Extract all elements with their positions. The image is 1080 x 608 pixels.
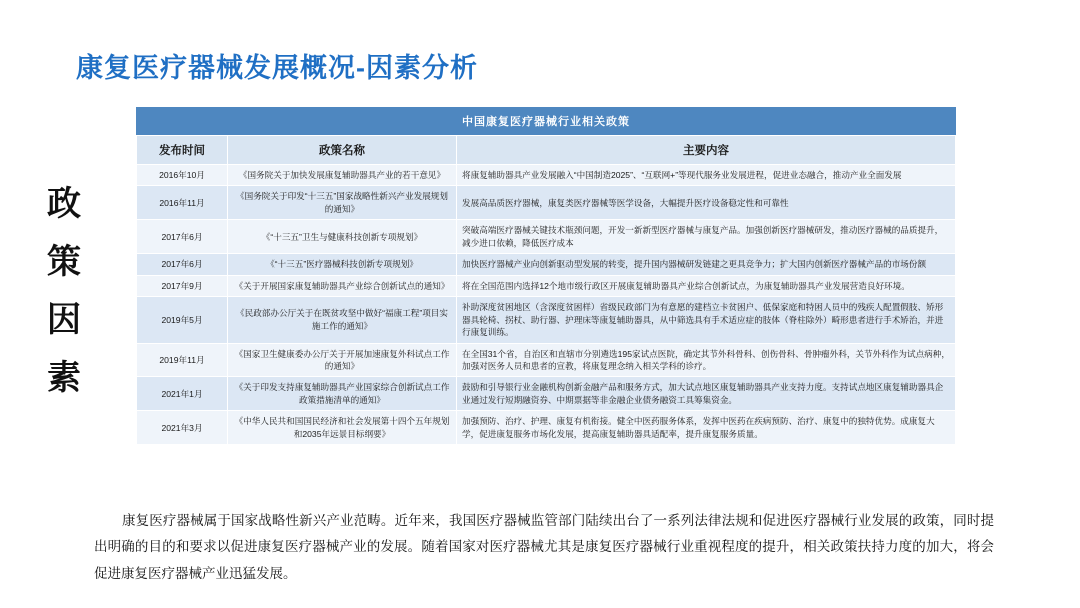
cell-content: 发展高品质医疗器械，康复类医疗器械等医学设备，大幅提升医疗设备稳定性和可靠性 (457, 186, 956, 220)
cell-date: 2021年1月 (137, 377, 228, 411)
table-row (137, 297, 956, 343)
table-row (137, 343, 956, 377)
cell-name: 《关于印发支持康复辅助器具产业国家综合创新试点工作政策措施清单的通知》 (228, 377, 457, 411)
cell-name: 《民政部办公厅关于在既贫攻坚中做好“福康工程”项目实施工作的通知》 (228, 297, 457, 343)
column-header-date: 发布时间 (137, 136, 228, 165)
policy-table-wrapper (136, 107, 956, 445)
cell-name: 《国家卫生健康委办公厅关于开展加速康复外科试点工作的通知》 (228, 343, 457, 377)
cell-date: 2016年10月 (137, 165, 228, 186)
cell-name: 《关于开展国家康复辅助器具产业综合创新试点的通知》 (228, 275, 457, 296)
page-title: 康复医疗器械发展概况-因素分析 (76, 53, 478, 83)
table-row (137, 165, 956, 186)
column-header-content: 主要内容 (457, 136, 956, 165)
cell-name: 《国务院关于印发“十三五”国家战略性新兴产业发展规划的通知》 (228, 186, 457, 220)
cell-content: 将在全国范围内选择12个地市级行政区开展康复辅助器具产业综合创新试点，为康复辅助器具产业发展营造良好环境。 (457, 275, 956, 296)
cell-date: 2017年9月 (137, 275, 228, 296)
table-header-row (137, 136, 956, 165)
cell-date: 2017年6月 (137, 254, 228, 275)
table-row (137, 254, 956, 275)
table-row (137, 411, 956, 445)
policy-table (136, 107, 956, 445)
cell-name: 《“十三五”卫生与健康科技创新专项规划》 (228, 220, 457, 254)
section-label-char-3: 因 (47, 301, 81, 339)
cell-name: 《中华人民共和国国民经济和社会发展第十四个五年规划和2035年远景目标纲要》 (228, 411, 457, 445)
table-row (137, 186, 956, 220)
cell-content: 鼓励和引导银行业金融机构创新金融产品和服务方式，加大试点地区康复辅助器具产业支持力度。支持试点地区康复辅助器具企业通过发行短期融资券、中期票据等非金融企业债务融资工具筹集资金。 (457, 377, 956, 411)
table-row (137, 220, 956, 254)
cell-content: 补助深度贫困地区（含深度贫困样）省级民政部门为有意愿的建档立卡贫困户、低保家庭和特困人员中的残疾人配置假肢、矫形器具轮椅、拐杖、助行器、护理床等康复辅助器具，从中筛选具有手术适应症的肢体（脊柱除外）畸形患者进行手术矫治，并进行康复训练。 (457, 297, 956, 343)
cell-content: 加快医疗器械产业向创新驱动型发展的转变，提升国内器械研发链建之更具竞争力；扩大国内创新医疗器械产品的市场份额 (457, 254, 956, 275)
cell-content: 突破高端医疗器械关键技术瓶颈问题，开发一新新型医疗器械与康复产品。加强创新医疗器械研发，推动医疗器械的品质提升，减少进口依赖，降低医疗成本 (457, 220, 956, 254)
section-label-char-2: 策 (47, 243, 81, 281)
cell-date: 2019年11月 (137, 343, 228, 377)
section-vertical-label (36, 175, 92, 407)
cell-date: 2019年5月 (137, 297, 228, 343)
policy-table-caption: 中国康复医疗器械行业相关政策 (136, 107, 956, 135)
summary-paragraph: 康复医疗器械属于国家战略性新兴产业范畴。近年来，我国医疗器械监管部门陆续出台了一系列法律法规和促进医疗器械行业发展的政策，同时提出明确的目的和要求以促进康复医疗器械产业的发展。随着国家对医疗器械尤其是康复医疗器械行业重视程度的提升，相关政策扶持力度的加大，将会促进康复医疗器械产业迅猛发展。 (94, 513, 994, 581)
cell-content: 在全国31个省，自治区和直辖市分别遴选195家试点医院，确定其节外科骨科、创伤骨科、骨肿瘤外科，关节外科作为试点病种，加强对医务人员和患者的宣教，将康复理念纳入相关学科的诊疗。 (457, 343, 956, 377)
column-header-name: 政策名称 (228, 136, 457, 165)
table-row (137, 377, 956, 411)
cell-name: 《“十三五”医疗器械科技创新专项规划》 (228, 254, 457, 275)
cell-content: 加强预防、治疗、护理、康复有机衔接。健全中医药服务体系，发挥中医药在疾病预防、治疗、康复中的独特优势。成康复大学，促进康复服务市场化发展，提高康复辅助器具适配率，提升康复服务质量。 (457, 411, 956, 445)
cell-date: 2017年6月 (137, 220, 228, 254)
cell-date: 2016年11月 (137, 186, 228, 220)
cell-name: 《国务院关于加快发展康复辅助器具产业的若干意见》 (228, 165, 457, 186)
section-label-char-1: 政 (47, 185, 81, 223)
section-label-char-4: 素 (47, 359, 81, 397)
cell-content: 将康复辅助器具产业发展融入“中国制造2025”、“互联网+”等现代服务业发展进程，促进业态融合，推动产业全面发展 (457, 165, 956, 186)
table-row (137, 275, 956, 296)
cell-date: 2021年3月 (137, 411, 228, 445)
